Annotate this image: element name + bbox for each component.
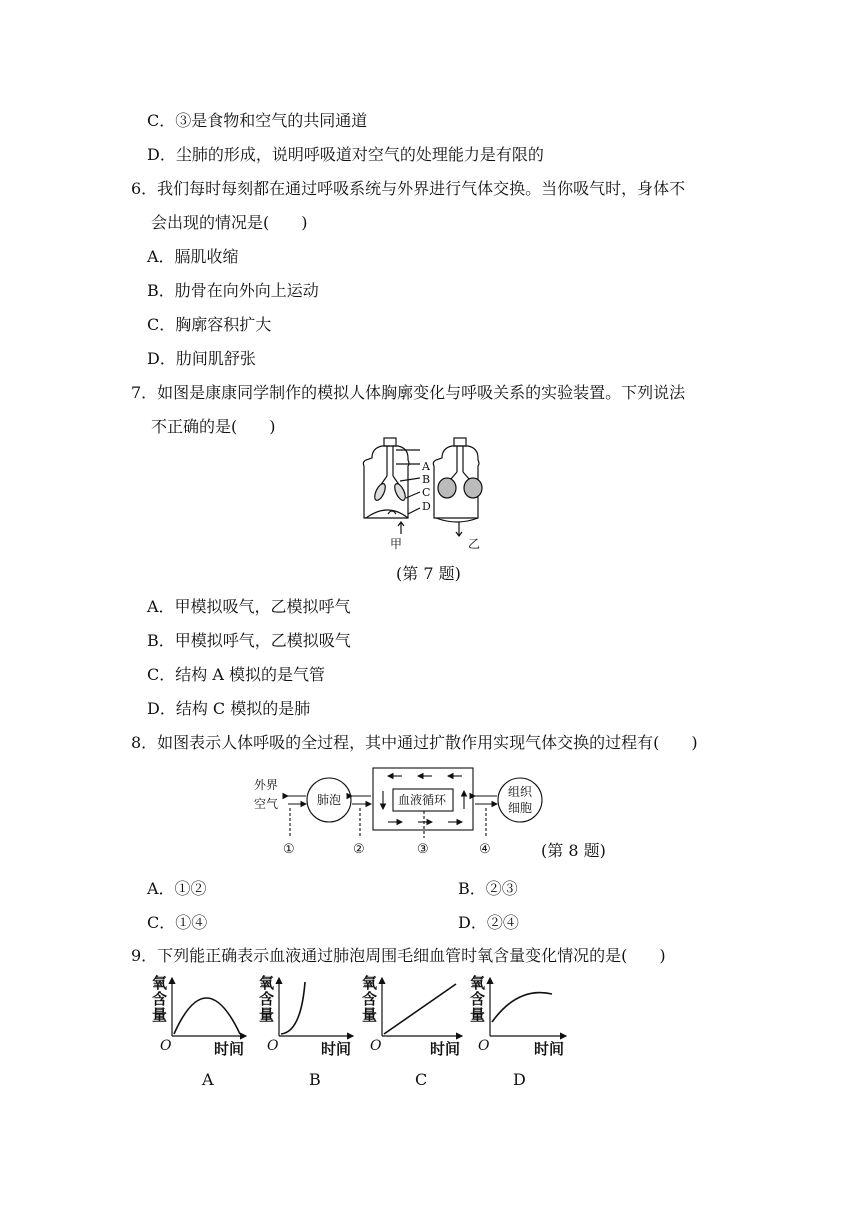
graph-a-ylabel-1: 氧 [152, 974, 168, 992]
graph-c-line [384, 984, 456, 1034]
q6-option-c: C．胸廓容积扩大 [147, 315, 272, 334]
graph-b-ylabel-1: 氧 [259, 974, 275, 992]
q6-option-a: A．膈肌收缩 [147, 247, 239, 266]
graph-d-ylabel-3: 量 [470, 1006, 486, 1024]
q9-option-c-label: C [415, 1070, 428, 1089]
q6-option-b: B．肋骨在向外向上运动 [147, 281, 319, 300]
graph-c-ylabel-1: 氧 [362, 974, 378, 992]
outside-air-label-2: 空气 [254, 797, 279, 811]
q7-option-a: A．甲模拟吸气，乙模拟呼气 [147, 597, 351, 616]
graph-b [255, 972, 360, 1058]
tissue-label-2: 细胞 [508, 801, 533, 815]
q6-stem-line1: 6．我们每时每刻都在通过呼吸系统与外界进行气体交换。当你吸气时，身体不 [131, 179, 686, 198]
q7-stem-line1: 7．如图是康康同学制作的模拟人体胸廓变化与呼吸关系的实验装置。下列说法 [131, 383, 686, 402]
alveoli-label: 肺泡 [317, 793, 342, 807]
graph-c-ylabel-2: 含 [362, 990, 378, 1008]
graph-a-origin: O [160, 1038, 172, 1054]
jar-label-d: D [422, 500, 431, 513]
outside-air-label-1: 外界 [254, 778, 279, 792]
right-jar-stopper [454, 438, 466, 446]
graph-d-ylabel-2: 含 [470, 990, 486, 1008]
q7-stem-line2: 不正确的是( ) [151, 417, 276, 436]
graph-c-origin: O [370, 1038, 382, 1054]
q8-option-c: C．①④ [147, 913, 208, 932]
graph-c-xlabel: 时间 [430, 1040, 461, 1058]
graph-c [358, 972, 470, 1058]
graph-b-origin: O [267, 1038, 279, 1054]
process-mark-2: ② [353, 842, 365, 857]
jar-label-c: C [422, 486, 431, 499]
graph-a-xlabel: 时间 [214, 1040, 245, 1058]
graph-d-ylabel-1: 氧 [470, 974, 486, 992]
left-jar-bell [363, 446, 409, 518]
q9-option-a-label: A [202, 1070, 214, 1089]
right-jar-lung-left [438, 478, 456, 498]
q9-stem: 9．下列能正确表示血液通过肺泡周围毛细血管时氧含量变化情况的是( ) [131, 946, 666, 965]
graph-d [466, 972, 574, 1058]
bell-jar-figure [358, 436, 508, 554]
q5-option-d: D．尘肺的形成，说明呼吸道对空气的处理能力是有限的 [147, 145, 544, 164]
q9-option-b-label: B [309, 1070, 321, 1089]
graph-b-xlabel: 时间 [321, 1040, 352, 1058]
q8-option-b: B．②③ [458, 879, 518, 898]
graph-b-ylabel-3: 量 [259, 1006, 275, 1024]
process-mark-3: ③ [417, 842, 429, 857]
circulation-label: 血液循环 [398, 793, 447, 807]
left-jar-diaphragm [366, 510, 408, 518]
graph-b-curve [281, 982, 305, 1034]
graph-c-ylabel-3: 量 [362, 1006, 378, 1024]
graph-a [148, 972, 253, 1058]
graph-d-curve [492, 993, 552, 1022]
respiration-process-diagram [252, 764, 552, 860]
q8-caption: (第 8 题) [541, 841, 606, 860]
q8-option-a: A．①② [147, 879, 207, 898]
graph-a-curve [174, 998, 240, 1034]
q7-option-d: D．结构 C 模拟的是肺 [147, 699, 311, 718]
jar-label-b: B [422, 473, 431, 486]
left-jar-lung-right [393, 482, 408, 502]
q5-option-c: C．③是食物和空气的共同通道 [147, 111, 368, 130]
process-mark-1: ① [283, 842, 295, 857]
q7-option-c: C．结构 A 模拟的是气管 [147, 665, 325, 684]
graph-a-ylabel-3: 量 [152, 1006, 168, 1024]
process-mark-4: ④ [479, 842, 491, 857]
left-jar-lung-left [373, 482, 388, 502]
q7-caption: (第 7 题) [396, 564, 461, 583]
q9-option-d-label: D [513, 1070, 526, 1089]
graph-a-ylabel-2: 含 [152, 990, 168, 1008]
right-jar-lung-right [464, 478, 482, 498]
jar-name-left: 甲 [390, 537, 403, 551]
q8-option-d: D．②④ [458, 913, 519, 932]
q6-stem-line2: 会出现的情况是( ) [151, 213, 308, 232]
jar-label-a: A [422, 460, 430, 473]
q7-option-b: B．甲模拟呼气，乙模拟吸气 [147, 631, 351, 650]
left-jar-stopper [384, 438, 396, 446]
graph-b-ylabel-2: 含 [259, 990, 275, 1008]
graph-d-xlabel: 时间 [534, 1040, 565, 1058]
graph-d-origin: O [478, 1038, 490, 1054]
jar-name-right: 乙 [468, 537, 481, 551]
q8-stem: 8．如图表示人体呼吸的全过程，其中通过扩散作用实现气体交换的过程有( ) [131, 733, 698, 752]
tissue-label-1: 组织 [508, 785, 533, 799]
q6-option-d: D．肋间肌舒张 [147, 349, 256, 368]
